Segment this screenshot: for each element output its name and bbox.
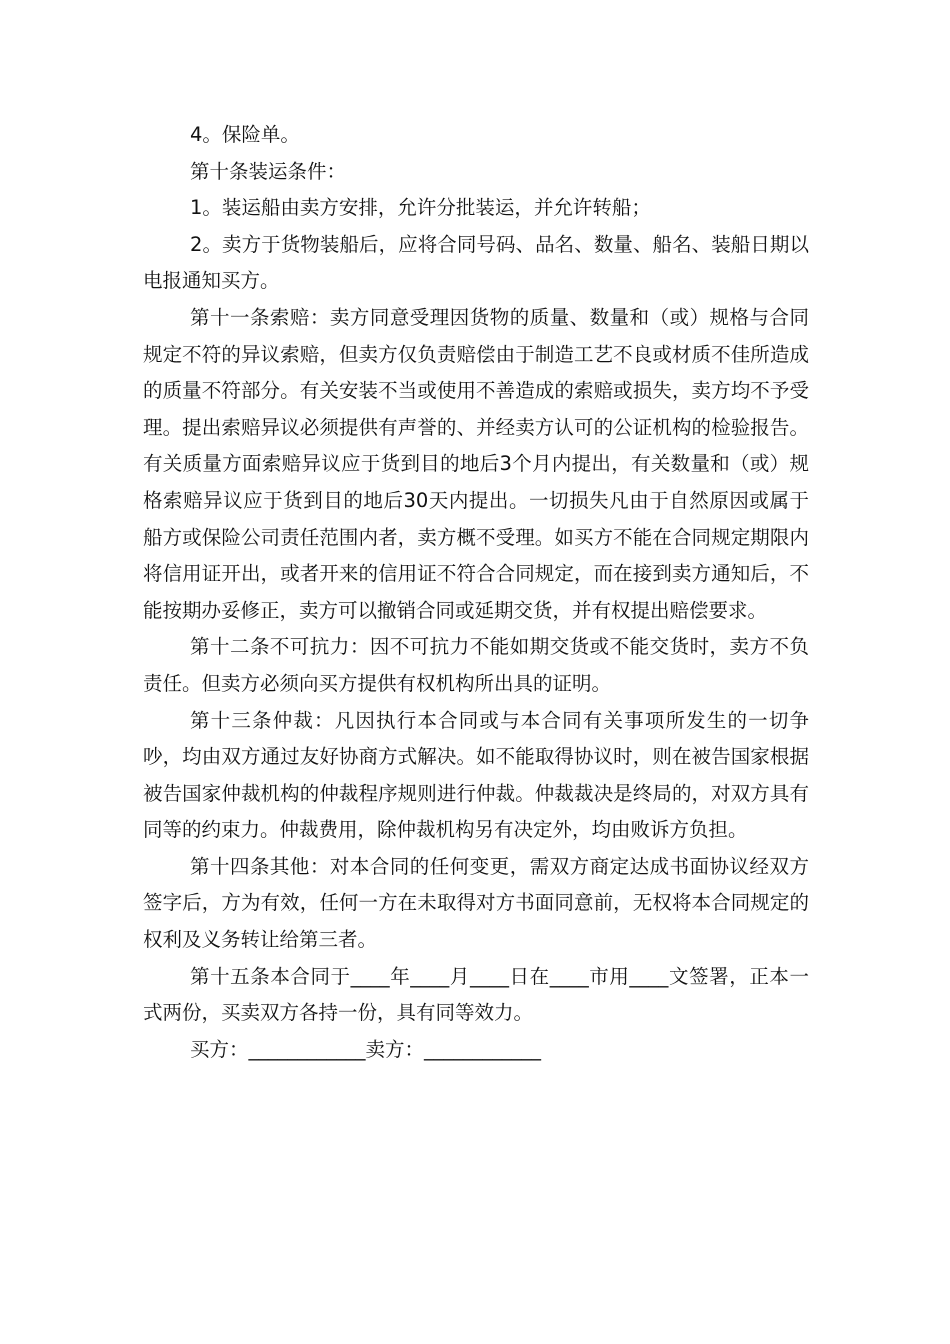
article-10-item-1: 1。装运船由卖方安排，允许分批装运，并允许转船；: [190, 196, 651, 220]
article-12-force-majeure: 第十二条不可抗力：因不可抗力不能如期交货或不能交货时，卖方不负责任。但卖方必须向买方提供有权机构所出具的证明。: [143, 635, 809, 695]
article-10-item-2: 2。卖方于货物装船后，应将合同号码、品名、数量、船名、装船日期以电报通知买方。: [143, 232, 809, 293]
item-insurance-policy: 4。保险单。: [190, 123, 300, 146]
contract-body: [143, 117, 809, 1068]
article-13-arbitration: 第十三条仲裁：凡因执行本合同或与本合同有关事项所发生的一切争吵，均由双方通过友好协商方式解决。如不能取得协议时，则在被告国家根据被告国家仲裁机构的仲裁程序规则进行仲裁。仲裁裁决是终局的，对双方具有同等的约束力。仲裁费用，除仲裁机构另有决定外，均由败诉方负担。: [143, 708, 809, 842]
article-11-claims: 第十一条索赔：卖方同意受理因货物的质量、数量和（或）规格与合同规定不符的异议索赔，但卖方仅负责赔偿由于制造工艺不良或材质不佳所造成的质量不符部分。有关安装不当或使用不善造成的索赔或损失，卖方均不予受理。提出索赔异议必须提供有声誉的、并经卖方认可的公证机构的检验报告。有关质量方面索赔异议应于货到目的地后3个月内提出，有关数量和（或）规格索赔异议应于货到目的地后30天内提出。一切损失凡由于自然原因或属于船方或保险公司责任范围内者，卖方概不受理。如买方不能在合同规定期限内将信用证开出，或者开来的信用证不符合合同规定，而在接到卖方通知后，不能按期办妥修正，卖方可以撤销合同或延期交货，并有权提出赔偿要求。: [143, 305, 809, 622]
article-14-other: 第十四条其他：对本合同的任何变更，需双方商定达成书面协议经双方签字后，方为有效，任何一方在未取得对方书面同意前，无权将本合同规定的权利及义务转让给第三者。: [143, 854, 809, 952]
article-10-heading: 第十条装运条件：: [190, 159, 347, 183]
article-15-signing: 第十五条本合同于____年____月____日在____市用____文签署，正本一式两份，买卖双方各持一份，具有同等效力。: [143, 964, 809, 1025]
signature-line: 买方：____________卖方：____________: [190, 1037, 542, 1061]
